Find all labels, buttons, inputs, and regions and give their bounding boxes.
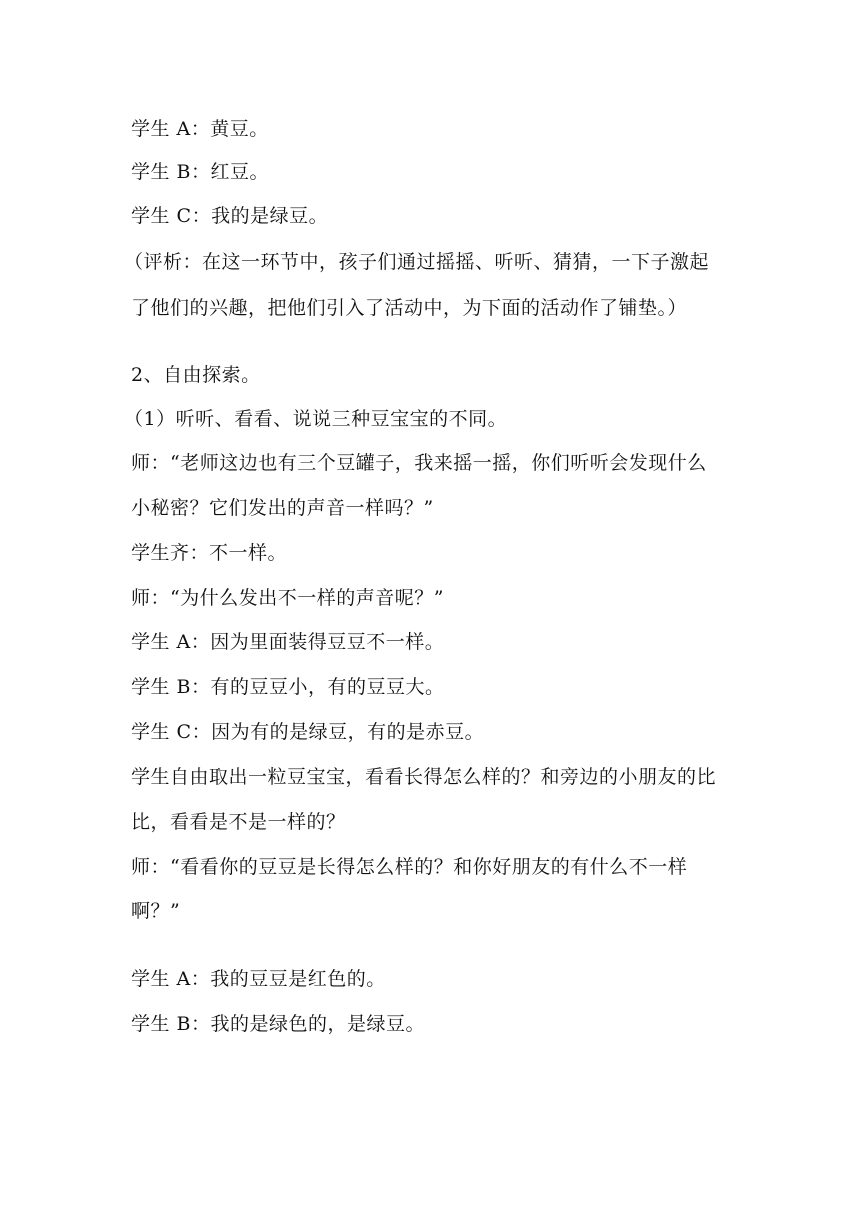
section-heading: 2、自由探索。 (131, 364, 261, 386)
text-line-9: 小秘密？它们发出的声音一样吗？” (131, 497, 434, 519)
text-line-16: 比，看看是不是一样的？ (131, 811, 346, 833)
text-line-2: 学生 B：红豆。 (131, 161, 270, 183)
text-line-11: 师：“为什么发出不一样的声音呢？” (131, 587, 444, 609)
text-line-13: 学生 B：有的豆豆小，有的豆豆大。 (131, 676, 445, 698)
text-line-3: 学生 C：我的是绿豆。 (131, 205, 329, 227)
text-line-12: 学生 A：因为里面装得豆豆不一样。 (131, 631, 445, 653)
text-line-10: 学生齐：不一样。 (131, 542, 288, 564)
text-line-14: 学生 C：因为有的是绿豆，有的是赤豆。 (131, 721, 485, 743)
text-line-1: 学生 A：黄豆。 (131, 118, 269, 140)
text-line-8: 师：“老师这边也有三个豆罐子，我来摇一摇，你们听听会发现什么 (131, 452, 707, 474)
text-line-18: 啊？” (131, 900, 181, 922)
text-line-17: 师：“看看你的豆豆是长得怎么样的？和你好朋友的有什么不一样 (131, 856, 688, 878)
text-line-5: 了他们的兴趣，把他们引入了活动中，为下面的活动作了铺垫。） (131, 297, 688, 319)
text-line-20: 学生 B：我的是绿色的，是绿豆。 (131, 1013, 426, 1035)
text-line-15: 学生自由取出一粒豆宝宝，看看长得怎么样的？和旁边的小朋友的比 (131, 766, 717, 788)
text-line-19: 学生 A：我的豆豆是红色的。 (131, 968, 386, 990)
subsection-heading: （1）听听、看看、说说三种豆宝宝的不同。 (124, 408, 508, 430)
text-line-4: （评析：在这一环节中，孩子们通过摇摇、听听、猜猜，一下子激起 (124, 251, 710, 273)
